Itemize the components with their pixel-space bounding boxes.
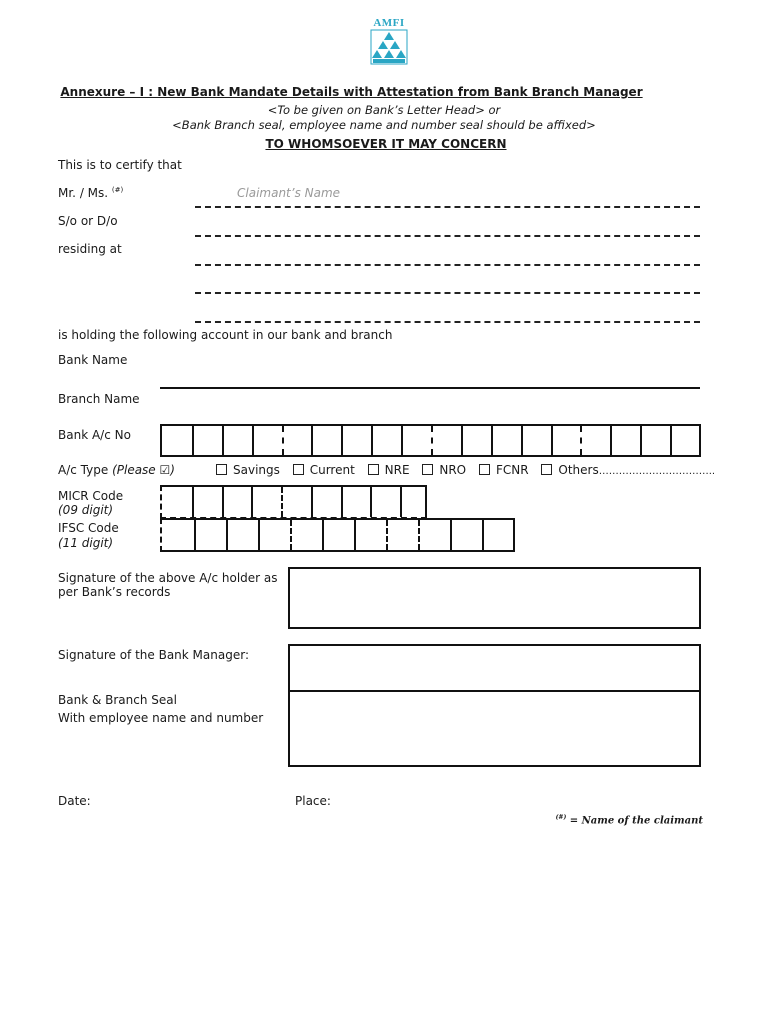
manager-signature-box[interactable] [288, 644, 701, 692]
ac-digit-box[interactable] [371, 426, 401, 455]
seal-note: <Bank Branch seal, employee name and number seal should be affixed> [172, 118, 596, 132]
ac-digit-box[interactable] [401, 426, 431, 455]
micr-digits-note: (09 digit) [58, 503, 114, 517]
option-nre[interactable] [368, 463, 410, 477]
ac-digit-box[interactable] [162, 426, 192, 455]
ac-digit-box[interactable] [580, 426, 610, 455]
micr-digit-box[interactable] [341, 487, 371, 517]
option-current[interactable] [293, 463, 355, 477]
micr-digit-box[interactable] [311, 487, 341, 517]
form-title: Annexure – I : New Bank Mandate Details with Attestation from Bank Branch Manager [60, 85, 643, 99]
checkbox-icon[interactable] [422, 464, 433, 475]
ac-digit-box[interactable] [610, 426, 640, 455]
please-tick-note: (Please ☑) [112, 463, 175, 477]
option-savings-label: Savings [233, 463, 280, 477]
footnote-text: = Name of the claimant [569, 815, 703, 827]
micr-boxes[interactable] [160, 485, 427, 519]
ac-digit-box[interactable] [551, 426, 581, 455]
micr-digit-box[interactable] [162, 487, 192, 517]
option-savings[interactable] [216, 463, 280, 477]
amfi-logo [365, 17, 413, 67]
certify-text: This is to certify that [58, 158, 182, 172]
ac-digit-box[interactable] [252, 426, 282, 455]
option-fcnr-label: FCNR [495, 463, 529, 477]
ifsc-char-box[interactable] [162, 520, 194, 550]
amfi-triangle-icon [365, 29, 413, 65]
address-line-1[interactable] [195, 264, 700, 266]
sig-manager-label: Signature of the Bank Manager: [58, 648, 249, 662]
bank-name-line[interactable] [160, 387, 700, 389]
micr-digit-box[interactable] [370, 487, 400, 517]
ac-type-options [216, 463, 715, 477]
ifsc-char-box[interactable] [258, 520, 290, 550]
holding-text: is holding the following account in our bank and branch [58, 328, 393, 342]
ac-digit-box[interactable] [640, 426, 670, 455]
ac-digit-box[interactable] [222, 426, 252, 455]
bank-name-label: Bank Name [58, 353, 128, 367]
address-line-2[interactable] [195, 292, 700, 294]
micr-label: MICR Code [58, 489, 124, 503]
micr-digit-box[interactable] [222, 487, 252, 517]
bank-ac-no-boxes[interactable] [160, 424, 701, 457]
ac-digit-box[interactable] [431, 426, 461, 455]
amfi-logo-text: AMFI [373, 17, 405, 29]
claimant-name-field[interactable]: Claimant’s Name [237, 186, 341, 200]
branch-name-label: Branch Name [58, 392, 140, 406]
checkbox-icon[interactable] [541, 464, 552, 475]
residing-label: residing at [58, 242, 122, 256]
checkbox-icon[interactable] [479, 464, 490, 475]
mr-ms-label [58, 186, 123, 200]
holder-signature-box[interactable] [288, 567, 701, 629]
option-fcnr[interactable] [479, 463, 529, 477]
micr-digit-box[interactable] [192, 487, 222, 517]
so-do-label: S/o or D/o [58, 214, 118, 228]
ifsc-char-box[interactable] [226, 520, 258, 550]
option-others[interactable] [541, 463, 715, 477]
ifsc-char-box[interactable] [418, 520, 450, 550]
ifsc-char-box[interactable] [354, 520, 386, 550]
ifsc-label: IFSC Code [58, 521, 119, 535]
ifsc-char-box[interactable] [450, 520, 482, 550]
ac-digit-box[interactable] [282, 426, 312, 455]
seal-label-2: With employee name and number [58, 711, 264, 725]
checkbox-icon[interactable] [368, 464, 379, 475]
seal-box[interactable] [288, 690, 701, 767]
claimant-name-line[interactable] [195, 206, 700, 208]
ifsc-digits-note: (11 digit) [58, 536, 114, 550]
ac-digit-box[interactable] [311, 426, 341, 455]
ac-digit-box[interactable] [461, 426, 491, 455]
ac-digit-box[interactable] [491, 426, 521, 455]
option-nre-label: NRE [384, 463, 410, 477]
ac-digit-box[interactable] [341, 426, 371, 455]
ac-digit-box[interactable] [192, 426, 222, 455]
hash-mark: (#) [111, 186, 124, 194]
option-others-label: Others [558, 463, 599, 477]
sig-holder-label-1: Signature of the above A/c holder as [58, 571, 278, 585]
letterhead-note: <To be given on Bank’s Letter Head> or [267, 103, 501, 117]
ifsc-char-box[interactable] [290, 520, 322, 550]
ac-digit-box[interactable] [521, 426, 551, 455]
ac-type-label: A/c Type [58, 463, 109, 477]
address-line-3[interactable] [195, 321, 700, 323]
sig-holder-label-2: per Bank’s records [58, 585, 171, 599]
place-label[interactable]: Place: [295, 794, 331, 808]
option-nro-label: NRO [439, 463, 467, 477]
option-current-label: Current [309, 463, 355, 477]
option-nro[interactable] [422, 463, 466, 477]
others-dots[interactable]: …………………………….. [598, 466, 716, 477]
ifsc-char-box[interactable] [482, 520, 513, 550]
ifsc-char-box[interactable] [194, 520, 226, 550]
checkbox-icon[interactable] [293, 464, 304, 475]
footnote-mark: (#) [555, 814, 567, 821]
mr-ms-text: Mr. / Ms. [58, 186, 109, 200]
date-label[interactable]: Date: [58, 794, 91, 808]
ac-type-row [58, 463, 175, 477]
micr-digit-box[interactable] [400, 487, 425, 517]
ac-digit-box[interactable] [670, 426, 699, 455]
checkbox-icon[interactable] [216, 464, 227, 475]
ifsc-boxes[interactable] [160, 518, 515, 552]
micr-digit-box[interactable] [251, 487, 281, 517]
ifsc-char-box[interactable] [386, 520, 418, 550]
bank-ac-no-label: Bank A/c No [58, 428, 131, 442]
parent-name-line[interactable] [195, 235, 700, 237]
footnote [556, 814, 703, 826]
micr-digit-box[interactable] [281, 487, 311, 517]
concern-heading: TO WHOMSOEVER IT MAY CONCERN [265, 137, 507, 151]
seal-label-1: Bank & Branch Seal [58, 693, 177, 707]
ifsc-char-box[interactable] [322, 520, 354, 550]
